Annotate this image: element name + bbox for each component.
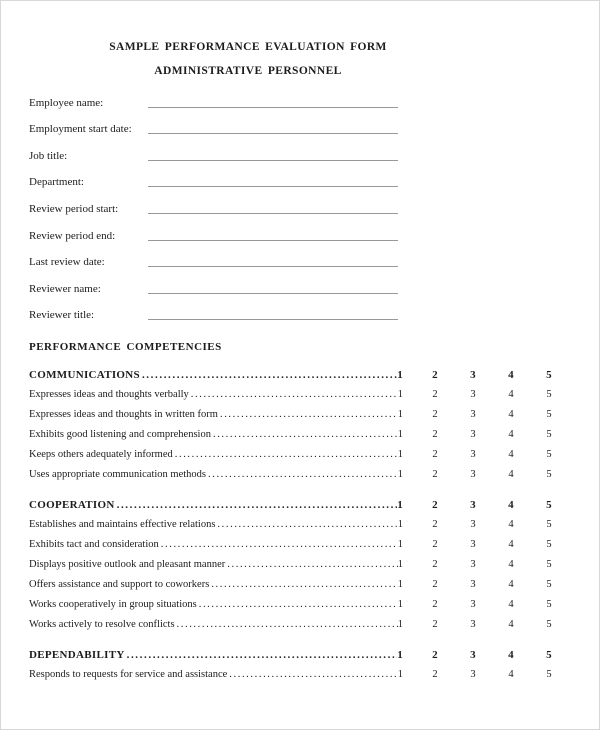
rating-option-2: 2 xyxy=(432,559,438,571)
rating-option-4: 4 xyxy=(508,499,514,512)
field-label: Employment start date: xyxy=(29,123,132,136)
competency-item-label: Uses appropriate communication methods xyxy=(29,469,206,481)
rating-option-1: 1 xyxy=(397,519,403,531)
field-blank-line xyxy=(148,266,398,267)
rating-option-3: 3 xyxy=(470,539,476,551)
competency-item-row xyxy=(29,385,568,405)
section-dependability xyxy=(29,645,568,685)
section-header-row xyxy=(29,645,568,665)
competency-item-label: Expresses ideas and thoughts verbally xyxy=(29,389,189,401)
competency-item-row xyxy=(29,535,568,555)
rating-option-5: 5 xyxy=(546,369,552,382)
rating-option-4: 4 xyxy=(508,579,514,591)
field-row-last-review-date xyxy=(29,243,568,270)
field-label: Reviewer title: xyxy=(29,309,95,322)
rating-option-4: 4 xyxy=(508,599,514,611)
field-label: Review period end: xyxy=(29,229,116,242)
rating-option-2: 2 xyxy=(432,429,438,441)
rating-option-1: 1 xyxy=(397,539,403,551)
rating-option-2: 2 xyxy=(432,369,438,382)
competency-item-label: Expresses ideas and thoughts in written form xyxy=(29,409,218,421)
dot-leader xyxy=(115,495,398,515)
rating-option-5: 5 xyxy=(546,669,552,681)
rating-option-4: 4 xyxy=(508,469,514,481)
field-row-review-period-end xyxy=(29,216,568,243)
rating-option-1: 1 xyxy=(397,559,403,571)
rating-option-5: 5 xyxy=(546,429,552,441)
field-row-reviewer-name xyxy=(29,269,568,296)
rating-option-3: 3 xyxy=(470,449,476,461)
dot-leader xyxy=(159,535,398,555)
dot-leader xyxy=(175,615,398,635)
field-blank-line xyxy=(148,160,398,161)
rating-option-3: 3 xyxy=(470,649,476,662)
section-header-row xyxy=(29,495,568,515)
competency-item-row xyxy=(29,615,568,635)
rating-option-3: 3 xyxy=(470,579,476,591)
rating-option-1: 1 xyxy=(397,429,403,441)
rating-option-1: 1 xyxy=(397,599,403,611)
competency-item-label: Works cooperatively in group situations xyxy=(29,599,197,611)
dot-leader xyxy=(189,385,398,405)
rating-option-2: 2 xyxy=(432,409,438,421)
rating-option-2: 2 xyxy=(432,579,438,591)
rating-option-4: 4 xyxy=(508,619,514,631)
column-spacer xyxy=(403,495,416,515)
dot-leader xyxy=(227,665,397,685)
rating-option-4: 4 xyxy=(508,429,514,441)
rating-option-4: 4 xyxy=(508,539,514,551)
column-spacer xyxy=(403,665,416,685)
competency-item-row xyxy=(29,515,568,535)
rating-option-5: 5 xyxy=(546,539,552,551)
rating-option-1: 1 xyxy=(397,389,403,401)
field-blank-line xyxy=(148,319,398,320)
document-subtitle: ADMINISTRATIVE PERSONNEL xyxy=(154,65,342,77)
competency-item-row xyxy=(29,425,568,445)
column-spacer xyxy=(403,515,416,535)
field-blank-line xyxy=(148,293,398,294)
rating-option-1: 1 xyxy=(397,669,403,681)
dot-leader xyxy=(218,405,398,425)
field-row-department xyxy=(29,163,568,190)
field-label: Department: xyxy=(29,176,84,189)
dot-leader xyxy=(211,425,398,445)
rating-option-2: 2 xyxy=(432,539,438,551)
rating-option-5: 5 xyxy=(546,449,552,461)
field-blank-line xyxy=(148,240,398,241)
field-label: Job title: xyxy=(29,149,68,162)
rating-option-5: 5 xyxy=(546,579,552,591)
competency-item-row xyxy=(29,555,568,575)
document-title: SAMPLE PERFORMANCE EVALUATION FORM xyxy=(109,41,387,53)
field-label: Employee name: xyxy=(29,96,104,109)
rating-option-3: 3 xyxy=(470,669,476,681)
field-row-employee-name xyxy=(29,83,568,110)
column-spacer xyxy=(403,445,416,465)
section-communications xyxy=(29,365,568,485)
rating-option-2: 2 xyxy=(432,389,438,401)
competency-item-label: Exhibits tact and consideration xyxy=(29,539,159,551)
rating-option-4: 4 xyxy=(508,669,514,681)
rating-option-4: 4 xyxy=(508,369,514,382)
rating-option-1: 1 xyxy=(397,449,403,461)
column-spacer xyxy=(403,385,416,405)
field-label: Review period start: xyxy=(29,202,119,215)
field-row-reviewer-title xyxy=(29,296,568,323)
competency-item-row xyxy=(29,595,568,615)
competency-item-row xyxy=(29,445,568,465)
rating-option-2: 2 xyxy=(432,469,438,481)
rating-option-3: 3 xyxy=(470,619,476,631)
rating-option-1: 1 xyxy=(397,499,403,512)
dot-leader xyxy=(225,555,397,575)
rating-option-1: 1 xyxy=(397,469,403,481)
dot-leader xyxy=(215,515,397,535)
competency-item-label: Offers assistance and support to coworkers xyxy=(29,579,210,591)
field-blank-line xyxy=(148,107,398,108)
column-spacer xyxy=(403,465,416,485)
title-block xyxy=(1,40,495,78)
rating-option-1: 1 xyxy=(397,409,403,421)
competency-item-label: Exhibits good listening and comprehension xyxy=(29,429,211,441)
dot-leader xyxy=(125,645,398,665)
rating-option-1: 1 xyxy=(397,369,403,382)
column-spacer xyxy=(403,425,416,445)
competency-item-row xyxy=(29,465,568,485)
field-row-employment-start-date xyxy=(29,110,568,137)
column-spacer xyxy=(403,405,416,425)
competency-item-label: Responds to requests for service and assistance xyxy=(29,669,228,681)
rating-option-5: 5 xyxy=(546,619,552,631)
field-blank-line xyxy=(148,213,398,214)
field-row-review-period-start xyxy=(29,189,568,216)
rating-option-3: 3 xyxy=(470,519,476,531)
rating-option-1: 1 xyxy=(397,579,403,591)
rating-option-5: 5 xyxy=(546,389,552,401)
rating-option-4: 4 xyxy=(508,449,514,461)
rating-option-5: 5 xyxy=(546,499,552,512)
competency-item-label: Keeps others adequately informed xyxy=(29,449,173,461)
rating-option-3: 3 xyxy=(470,429,476,441)
rating-option-3: 3 xyxy=(470,559,476,571)
section-header-row xyxy=(29,365,568,385)
rating-option-3: 3 xyxy=(470,409,476,421)
rating-option-3: 3 xyxy=(470,469,476,481)
section-name: DEPENDABILITY xyxy=(29,649,125,662)
performance-competencies-heading: PERFORMANCE COMPETENCIES xyxy=(29,341,222,354)
rating-option-3: 3 xyxy=(470,599,476,611)
column-spacer xyxy=(403,535,416,555)
form-fields xyxy=(29,83,568,322)
dot-leader xyxy=(209,575,397,595)
field-label: Reviewer name: xyxy=(29,282,101,295)
competency-item-label: Establishes and maintains effective relations xyxy=(29,519,216,531)
rating-option-4: 4 xyxy=(508,519,514,531)
rating-option-4: 4 xyxy=(508,649,514,662)
column-spacer xyxy=(403,365,416,385)
field-row-job-title xyxy=(29,136,568,163)
rating-option-3: 3 xyxy=(470,389,476,401)
rating-option-2: 2 xyxy=(432,499,438,512)
rating-option-5: 5 xyxy=(546,649,552,662)
dot-leader xyxy=(140,365,397,385)
dot-leader xyxy=(206,465,398,485)
column-spacer xyxy=(403,645,416,665)
rating-option-5: 5 xyxy=(546,409,552,421)
competency-item-label: Displays positive outlook and pleasant manner xyxy=(29,559,226,571)
rating-option-2: 2 xyxy=(432,449,438,461)
competency-item-label: Works actively to resolve conflicts xyxy=(29,619,175,631)
dot-leader xyxy=(173,445,398,465)
rating-option-1: 1 xyxy=(397,619,403,631)
dot-leader xyxy=(197,595,398,615)
rating-option-4: 4 xyxy=(508,409,514,421)
rating-option-5: 5 xyxy=(546,599,552,611)
column-spacer xyxy=(403,555,416,575)
field-blank-line xyxy=(148,133,398,134)
competency-item-row xyxy=(29,405,568,425)
section-name: COMMUNICATIONS xyxy=(29,369,140,382)
rating-option-5: 5 xyxy=(546,519,552,531)
competency-item-row xyxy=(29,665,568,685)
rating-option-5: 5 xyxy=(546,559,552,571)
section-cooperation xyxy=(29,495,568,635)
field-blank-line xyxy=(148,186,398,187)
column-spacer xyxy=(403,615,416,635)
rating-option-4: 4 xyxy=(508,559,514,571)
section-name: COOPERATION xyxy=(29,499,115,512)
rating-option-2: 2 xyxy=(432,669,438,681)
rating-option-3: 3 xyxy=(470,369,476,382)
rating-option-5: 5 xyxy=(546,469,552,481)
column-spacer xyxy=(403,575,416,595)
competency-item-row xyxy=(29,575,568,595)
column-spacer xyxy=(403,595,416,615)
rating-option-2: 2 xyxy=(432,519,438,531)
rating-option-1: 1 xyxy=(397,649,403,662)
rating-option-2: 2 xyxy=(432,619,438,631)
rating-option-3: 3 xyxy=(470,499,476,512)
rating-option-2: 2 xyxy=(432,649,438,662)
field-label: Last review date: xyxy=(29,256,105,269)
rating-option-4: 4 xyxy=(508,389,514,401)
rating-option-2: 2 xyxy=(432,599,438,611)
